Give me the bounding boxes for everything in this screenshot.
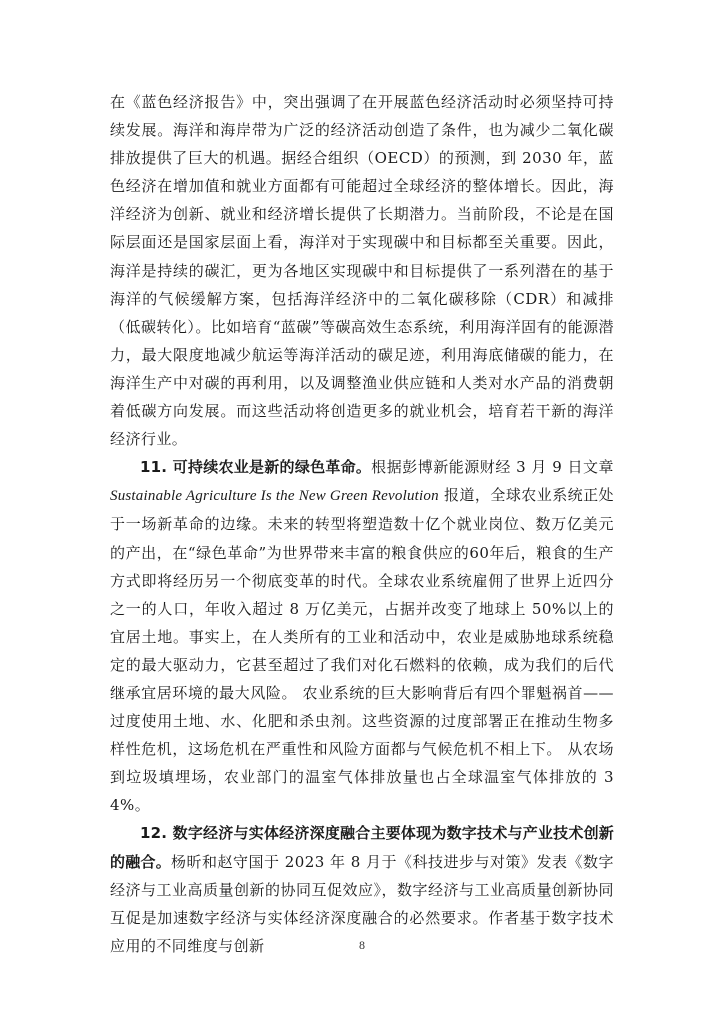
paragraph-text: 杨昕和赵守国于 2023 年 8 月于《科技进步与对策》发表《数字经济与工业高质量创新的协同互促效应》，数字经济与工业高质量创新协同互促是加速数字经济与实体经济深度融合的必然要求。作者基于数字技术应用的不同维度与创新 [110,852,614,955]
section-heading-12: 12. 数字经济与实体经济深度融合主要体现为数字技术与产业技术创新的融合。 [110,824,614,871]
article-title-italic: Sustainable Agriculture Is the New Green Revolution [110,488,439,505]
paragraph-lead: 根据彭博新能源财经 3 月 9 日文章 [371,458,614,477]
section-heading-11: 11. 可持续农业是新的绿色革命。 [140,458,372,477]
page-number: 8 [359,938,365,952]
document-page [110,88,614,960]
paragraph-text: 报道，全球农业系统正处于一场新革命的边缘。未来的转型将塑造数十亿个就业岗位、数万亿美元的产出，在“绿色革命”为世界带来丰富的粮食供应的60年后，粮食的生产方式即将经历另一个彻底变革的时代。全球农业系统雇佣了世界上近四分之一的人口，年收入超过 8 万亿美元，占据并改变了地球上 50%以上的宜居土地。事实上，在人类所有的工业和活动中，农业是威胁地球系统稳定的最大驱动力，它甚至超过了我们对化石燃料的依赖，成为我们的后代继承宜居环境的最大风险。 农业系统的巨大影响背后有四个罪魁祸首——过度使用土地、水、化肥和杀虫剂。这些资源的过度部署正在推动生物多样性危机，这场危机在严重性和风险方面都与气候危机不相上下。 从农场到垃圾填埋场，农业部门的温室气体排放量也占全球温室气体排放的 34%。 [110,486,615,815]
paragraph-text: 在《蓝色经济报告》中，突出强调了在开展蓝色经济活动时必须坚持可持续发展。海洋和海岸带为广泛的经济活动创造了条件，也为减少二氧化碳排放提供了巨大的机遇。据经合组织（OECD）的预测，到 2030 年，蓝色经济在增加值和就业方面都有可能超过全球经济的整体增长。因此，海洋经济为创新、就业和经济增长提供了长期潜力。当前阶段，不论是在国际层面还是国家层面上看，海洋对于实现碳中和目标都至关重要。因此，海洋是持续的碳汇，更为各地区实现碳中和目标提供了一系列潜在的基于海洋的气候缓解方案，包括海洋经济中的二氧化碳移除（CDR）和减排（低碳转化）。比如培育“蓝碳”等碳高效生态系统，利用海洋固有的能源潜力，最大限度地减少航运等海洋活动的碳足迹，利用海底储碳的能力，在海洋生产中对碳的再利用，以及调整渔业供应链和人类对水产品的消费朝着低碳方向发展。而这些活动将创造更多的就业机会，培育若干新的海洋经济行业。 [110,93,614,449]
paragraph-blue-economy [110,88,614,453]
paragraph-sustainable-agriculture [110,453,614,819]
